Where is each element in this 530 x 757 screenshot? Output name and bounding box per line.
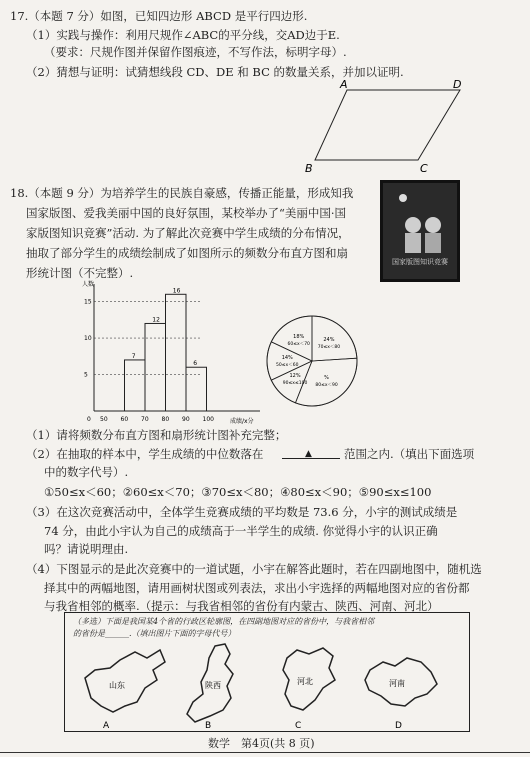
triangle-mark-icon: ▲	[305, 449, 312, 459]
pie-slice-percent: 18%	[293, 334, 305, 341]
q18-options: ①50≤x＜60；②60≤x＜70；③70≤x＜80；④80≤x＜90；⑤90≤x≤100	[44, 485, 432, 499]
x-axis-label: 成绩/x分	[230, 418, 254, 425]
q18-sub2-a: （2）在抽取的样本中，学生成绩的中位数落在	[26, 447, 264, 461]
map-shaanxi-label: 陕西	[205, 681, 221, 690]
x-tick-label: 100	[202, 416, 214, 423]
pie-slice-label: 50≤x＜60	[276, 363, 299, 368]
q18-intro-line-3: 家版图知识竞赛”活动. 为了解此次竞赛中学生成绩的分布情况，	[26, 226, 350, 240]
q18-sub4-line-1: （4）下图显示的是此次竞赛中的一道试题，小宇在解答此题时，若在四副地图中，随机选	[26, 562, 482, 576]
q18-sub2-b: 范围之内.（填出下面选项	[344, 447, 475, 461]
pie-slice-percent: 14%	[281, 355, 293, 361]
q18-sub3-line-1: （3）在这次竞赛活动中，全体学生竞赛成绩的平均数是 73.6 分，小宇的测试成绩是	[26, 505, 458, 519]
pie-slice-label: 90≤x≤100	[282, 381, 308, 387]
y-tick-label: 5	[84, 371, 88, 379]
bar-value-label: 6	[193, 360, 198, 368]
pie-slice-label: 80≤x＜90	[315, 383, 338, 389]
x-tick-label: 50	[100, 416, 108, 423]
pie-slice-percent: 12%	[289, 373, 301, 380]
map-shandong-outline	[85, 650, 165, 712]
parallelogram-abcd	[315, 90, 460, 160]
sector-pie-chart	[258, 312, 366, 410]
frequency-histogram	[80, 278, 270, 426]
map-box-instruction-2: 的省份是______.（填出图片下面的字母代号）	[73, 629, 236, 638]
vertex-d: D	[453, 78, 462, 91]
bar-value-label: 7	[131, 352, 136, 360]
map-box-instruction-1: （多选）下面是我国某4个省的行政区轮廓图，在四副地图对应的省份中，与我省相邻	[73, 617, 375, 626]
q17-header: 17.（本题 7 分）如图，已知四边形 ABCD 是平行四边形.	[10, 9, 308, 23]
histogram-bar	[186, 367, 207, 411]
y-axis-label: 人数	[82, 281, 95, 288]
map-letter-d: D	[395, 721, 402, 731]
q18-intro-line-2: 国家版图、爱我美丽中国的良好氛围，某校举办了“美丽中国·国	[26, 206, 347, 220]
contest-poster-image	[380, 180, 460, 282]
q18-sub4-line-2: 择其中的两幅地图，请用画树状图或列表法，求出小宇选择的两幅地图对应的省份都	[44, 581, 470, 595]
histogram-bar	[125, 360, 146, 411]
x-tick-label: 90	[182, 416, 190, 423]
poster-caption: 国家版图知识竞赛	[392, 258, 448, 266]
bar-value-label: 16	[172, 287, 181, 295]
map-hebei-label: 河北	[297, 677, 313, 686]
x-tick-label: 60	[120, 416, 129, 423]
q17-part2: （2）猜想与证明：试猜想线段 CD、DE 和 BC 的数量关系，并加以证明.	[26, 65, 404, 79]
province-outlines	[65, 640, 469, 732]
pie-slice-label: 70≤x＜80	[317, 344, 341, 350]
vertex-a: A	[340, 78, 348, 91]
x-tick-label: 80	[161, 416, 170, 423]
histogram-bar	[145, 323, 166, 411]
q17-part1-note: （要求：尺规作图并保留作图痕迹，不写作法，标明字母）.	[44, 45, 347, 59]
pie-slice-label: 60≤x＜70	[287, 342, 310, 348]
province-map-box	[64, 612, 470, 732]
bar-value-label: 12	[152, 316, 160, 324]
q18-sub2-c: 中的数字代号）.	[44, 465, 129, 479]
q17-part1: （1）实践与操作：利用尺规作∠ABC的平分线，交AD边于E.	[26, 28, 340, 42]
q18-sub3-line-3: 吗？请说明理由.	[44, 542, 129, 556]
map-shandong-label: 山东	[109, 681, 125, 690]
x-tick-label: 70	[141, 416, 149, 423]
y-tick-label: 15	[84, 298, 92, 306]
q18-intro-line-1: 18.（本题 9 分）为培养学生的民族自豪感，传播正能量，形成知我	[10, 186, 354, 200]
pie-slice-percent: %	[324, 375, 329, 382]
y-tick-label: 10	[84, 335, 92, 343]
map-letter-c: C	[295, 721, 302, 731]
page-footer: 数学 第4页(共 8 页)	[208, 737, 315, 750]
vertex-b: B	[305, 162, 313, 175]
map-letter-b: B	[205, 721, 212, 731]
x-tick-label: 0	[87, 416, 91, 423]
q18-sub1: （1）请将频数分布直方图和扇形统计图补充完整；	[26, 428, 287, 442]
bottom-rule	[0, 752, 530, 753]
q18-intro-line-4: 抽取了部分学生的成绩绘制成了如图所示的频数分布直方图和扇	[26, 246, 348, 260]
q18-sub3-line-2: 74 分，由此小宇认为自己的成绩高于一半学生的成绩. 你觉得小宇的认识正确	[44, 524, 438, 538]
pie-slice-percent: 24%	[323, 336, 335, 343]
map-letter-a: A	[103, 721, 110, 731]
q18-intro-line-5: 形统计图（不完整）.	[26, 266, 134, 280]
parallelogram-figure	[300, 78, 470, 176]
histogram-bar	[166, 294, 187, 411]
map-henan-label: 河南	[389, 679, 405, 688]
vertex-c: C	[420, 162, 428, 175]
q18-sub4-line-3: 与我省相邻的概率.（提示：与我省相邻的省份有内蒙古、陕西、河南、河北）	[44, 599, 439, 613]
